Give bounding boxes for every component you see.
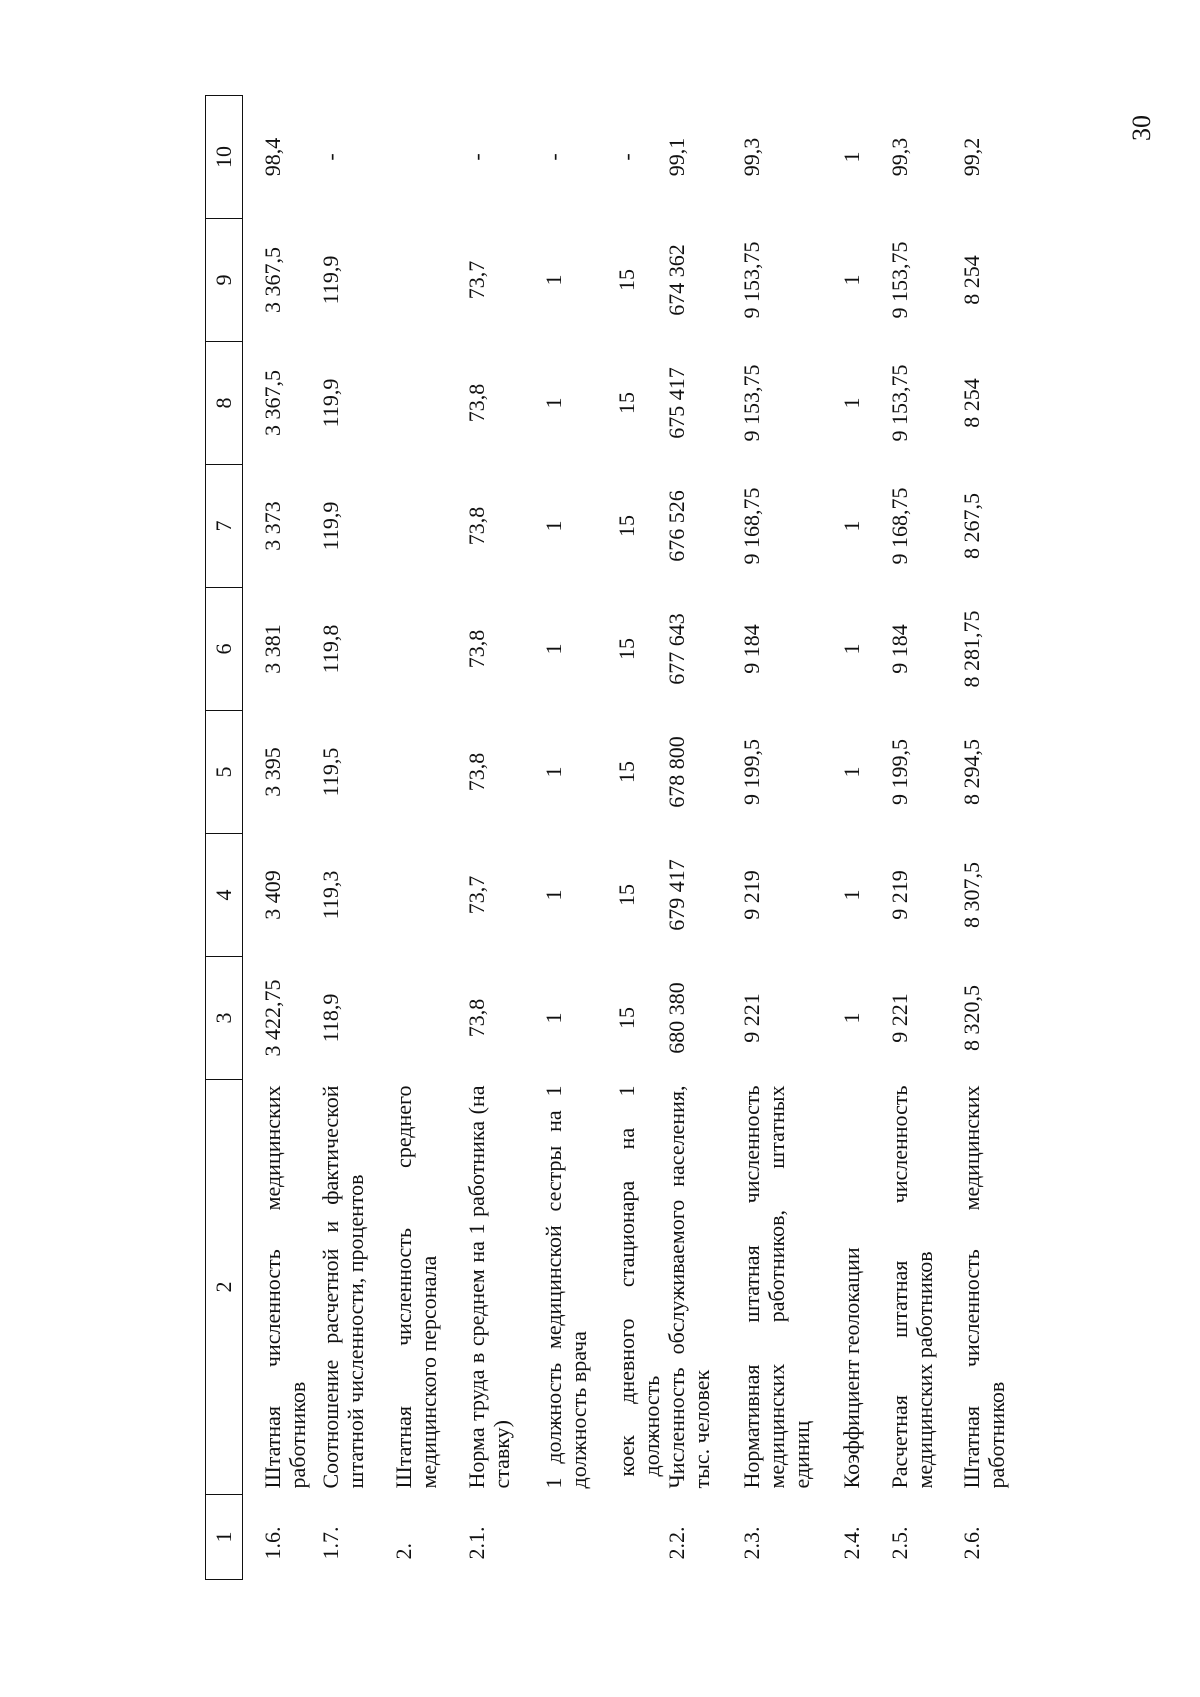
table-cell	[391, 588, 464, 711]
table-cell: 73,8	[463, 752, 489, 792]
row-description: Штатная численность медицинских работников	[260, 1085, 310, 1489]
table-cell: 1	[540, 520, 566, 532]
table-cell: 73,8	[463, 383, 489, 423]
table-cell: 15	[613, 638, 639, 660]
table-cell: 3 422,75	[260, 979, 285, 1057]
table-cell: 9 199,5	[738, 739, 764, 805]
table-cell: 677 643	[663, 613, 689, 685]
table-cell: 9 153,75	[738, 364, 764, 442]
table-cell: 119,9	[317, 501, 343, 551]
table-cell: 1	[838, 397, 864, 409]
column-header: 1	[206, 1495, 243, 1580]
table-cell: 676 526	[663, 490, 689, 562]
table-cell	[391, 96, 464, 219]
table-cell: 1	[838, 766, 864, 778]
row-code: 2.4.	[838, 1526, 864, 1560]
table-cell	[391, 342, 464, 465]
table-cell: 9 199,5	[886, 739, 912, 805]
table-cell: 9 219	[738, 870, 764, 920]
table-cell: 118,9	[317, 993, 343, 1043]
table-cell: 15	[613, 1007, 639, 1029]
row-description: Штатная численность медицинских работников	[958, 1085, 1009, 1489]
table-cell: 9 219	[886, 870, 912, 920]
table-cell: 9 168,75	[738, 487, 764, 565]
table-cell: 675 417	[663, 367, 689, 439]
row-description: Штатная численность среднего медицинского персонала	[390, 1085, 441, 1489]
table-cell: 9 184	[738, 624, 764, 674]
table-row	[464, 96, 541, 1580]
table-cell: 9 221	[738, 993, 764, 1043]
table-cell	[391, 834, 464, 957]
table-cell: 119,8	[317, 624, 343, 674]
table-cell: 9 221	[886, 993, 912, 1043]
table-cell: 98,4	[260, 137, 285, 177]
table-cell: 8 320,5	[958, 985, 984, 1051]
table-cell: 99,3	[738, 137, 764, 177]
row-code	[541, 1495, 614, 1580]
table-cell	[391, 219, 464, 342]
table-cell: 1	[838, 520, 864, 532]
row-description: 1 должность медицинской сестры на 1 должность врача	[540, 1085, 591, 1489]
table-cell: 1	[838, 274, 864, 286]
table-cell: 1	[540, 643, 566, 655]
row-description: Численность обслуживаемого населения, тыс. человек	[663, 1085, 714, 1489]
table-row	[739, 96, 839, 1580]
table-row	[959, 96, 1019, 1580]
row-code: 2.6.	[958, 1526, 984, 1560]
table-row	[243, 96, 318, 1580]
row-code: 2.1.	[463, 1526, 489, 1560]
row-code: 2.5.	[886, 1526, 912, 1560]
column-header: 5	[206, 711, 243, 834]
data-table	[205, 95, 1019, 1580]
row-code	[614, 1495, 664, 1580]
column-header: 10	[206, 96, 243, 219]
table-cell: 73,8	[463, 998, 489, 1038]
table-cell: 8 254	[958, 378, 984, 428]
row-description: коек дневного стационара на 1 должность	[613, 1085, 664, 1477]
table-row	[318, 96, 391, 1580]
table-cell: 679 417	[663, 859, 689, 931]
column-header: 8	[206, 342, 243, 465]
table-cell: 73,7	[463, 260, 489, 300]
table-cell: 3 409	[260, 870, 285, 920]
table-cell: 73,7	[463, 875, 489, 915]
table-cell: -	[463, 153, 489, 161]
row-description: Норма труда в среднем на 1 работника (на ставку)	[463, 1085, 514, 1489]
column-header: 4	[206, 834, 243, 957]
table-row	[839, 96, 887, 1580]
table-cell: 8 307,5	[958, 862, 984, 928]
column-header: 7	[206, 465, 243, 588]
table-cell: 8 294,5	[958, 739, 984, 805]
table-cell: 15	[613, 392, 639, 414]
row-code: 2.2.	[663, 1526, 689, 1560]
table-cell: 119,9	[317, 378, 343, 428]
table-cell: 119,5	[317, 747, 343, 797]
table-row	[614, 96, 664, 1580]
column-header: 9	[206, 219, 243, 342]
table-row	[887, 96, 959, 1580]
table-cell: 1	[540, 274, 566, 286]
row-code: 1.7.	[317, 1526, 343, 1560]
table-cell: 3 395	[260, 747, 285, 797]
table-cell: 674 362	[663, 244, 689, 316]
table-cell: 9 153,75	[738, 241, 764, 319]
table-cell: 1	[838, 643, 864, 655]
table-cell	[391, 957, 464, 1080]
row-description: Расчетная штатная численность медицинских работников	[886, 1085, 937, 1489]
table-cell: 9 184	[886, 624, 912, 674]
table-cell: 1	[540, 889, 566, 901]
column-header: 2	[206, 1080, 243, 1495]
table-cell: -	[540, 153, 566, 161]
table-cell: 119,3	[317, 870, 343, 920]
table-cell: 73,8	[463, 629, 489, 669]
table-cell: 3 367,5	[260, 370, 285, 436]
table-cell: 99,3	[886, 137, 912, 177]
table-cell: 3 367,5	[260, 247, 285, 313]
table-cell: 73,8	[463, 506, 489, 546]
table-row	[391, 96, 464, 1580]
table-cell: 1	[838, 151, 864, 163]
table-cell: 9 153,75	[886, 241, 912, 319]
table-cell: 3 373	[260, 501, 285, 551]
table-cell: 15	[613, 884, 639, 906]
row-description: Соотношение расчетной и фактической штатной численности, процентов	[317, 1085, 368, 1489]
row-code: 1.6.	[260, 1526, 285, 1560]
table-cell: 9 168,75	[886, 487, 912, 565]
header-row	[206, 96, 243, 1580]
row-code: 2.3.	[738, 1526, 764, 1560]
table-cell: 1	[540, 397, 566, 409]
rotated-table-container	[205, 95, 1009, 1580]
row-description: Коэффициент геолокации	[838, 1247, 864, 1489]
table-cell: 15	[613, 269, 639, 291]
table-cell: 8 267,5	[958, 493, 984, 559]
table-cell: 99,1	[663, 137, 689, 177]
table-row	[664, 96, 739, 1580]
table-cell: -	[613, 153, 639, 161]
table-cell: 1	[540, 1012, 566, 1024]
table-cell: 1	[838, 889, 864, 901]
table-cell: 8 254	[958, 255, 984, 305]
table-cell: 678 800	[663, 736, 689, 808]
table-cell: 3 381	[260, 624, 285, 674]
column-header: 6	[206, 588, 243, 711]
table-cell: 8 281,75	[958, 610, 984, 688]
table-cell: 119,9	[317, 255, 343, 305]
row-code: 2.	[390, 1543, 416, 1560]
table-cell	[391, 465, 464, 588]
table-cell: 99,2	[958, 137, 984, 177]
row-description: Нормативная штатная численность медицинских работников, штатных единиц	[738, 1085, 814, 1489]
table-cell	[391, 711, 464, 834]
column-header: 3	[206, 957, 243, 1080]
table-row	[541, 96, 614, 1580]
page-number: 30	[1127, 115, 1156, 141]
table-cell: 680 380	[663, 982, 689, 1054]
table-cell: 15	[613, 515, 639, 537]
table-cell: 15	[613, 761, 639, 783]
table-cell: -	[317, 153, 343, 161]
table-cell: 9 153,75	[886, 364, 912, 442]
table-cell: 1	[540, 766, 566, 778]
table-cell: 1	[838, 1012, 864, 1024]
